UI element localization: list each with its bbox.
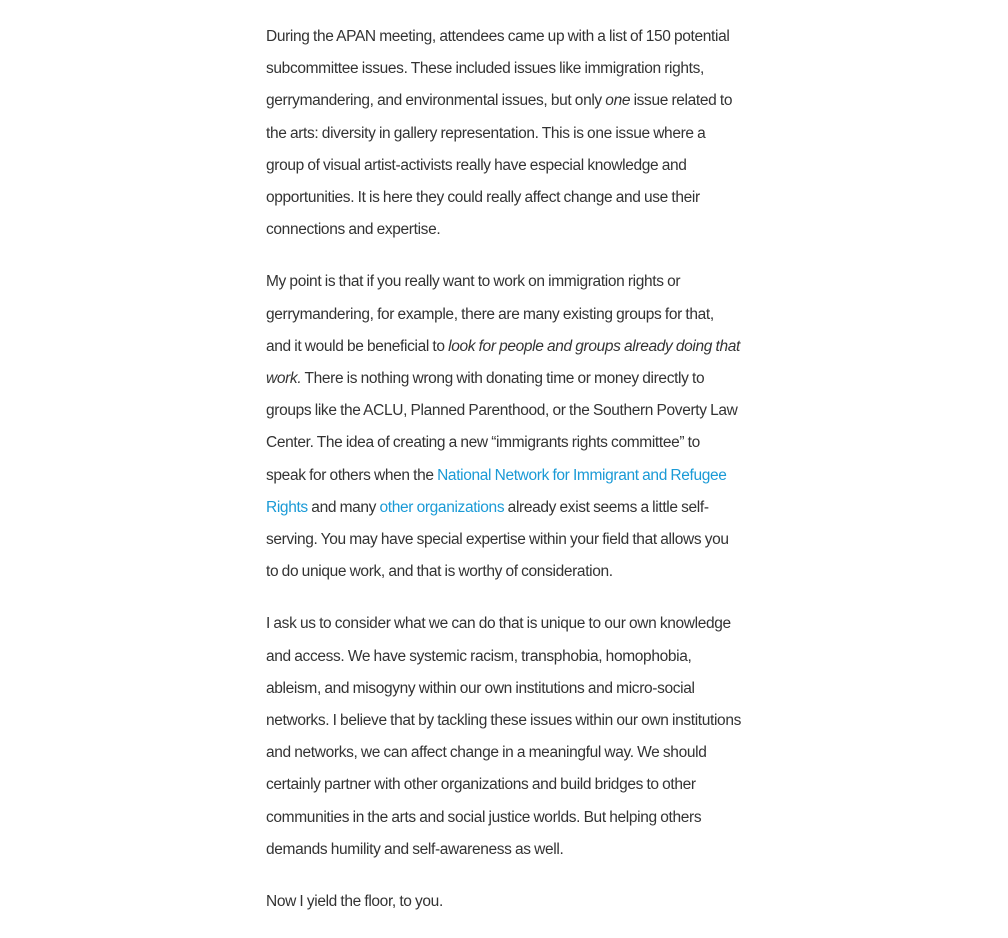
paragraph-text: issue related to the arts: diversity in gallery representation. This is one issue where a group of visual artist-activists really have especial knowledge and opportunities. It is here they could really affect change and use their connections and expertise.: [266, 92, 733, 239]
paragraph-text: and many: [307, 498, 380, 516]
paragraph-text: Now I yield the floor, to you.: [266, 893, 443, 911]
paragraph-text: My point is that if you really want to work on immigration rights or gerrymandering, for example, there are many existing groups for that, and it would be beneficial to: [266, 273, 714, 355]
emphasis-text: look for people and groups already doing that work.: [266, 337, 740, 388]
paragraph-text: There is nothing wrong with donating time or money directly to groups like the ACLU, Planned Parenthood, or the Southern Poverty Law Center. The idea of creating a new “immigrants rights committee” to speak for others when the: [266, 370, 738, 484]
paragraph-text: I ask us to consider what we can do that is unique to our own knowledge and access. We have systemic racism, transphobia, homophobia, ableism, and misogyny within our own institutions and micro-social networks. I believe that by tackling these issues within our own institutions and networks, we can affect change in a meaningful way. We should certainly partner with other organizations and build bridges to other communities in the arts and social justice worlds. But helping others demands humility and self-awareness as well.: [266, 615, 742, 858]
paragraph-text: already exist seems a little self-serving. You may have special expertise within your field that allows you to do unique work, and that is worthy of consideration.: [266, 498, 729, 581]
link-national-network[interactable]: National Network for Immigrant and Refugee Rights: [266, 466, 727, 516]
article-body: [266, 21, 742, 938]
paragraph-closing: [266, 886, 742, 918]
paragraph-text: During the APAN meeting, attendees came up with a list of 150 potential subcommittee issues. These included issues like immigration rights, gerrymandering, and environmental issues, but only: [266, 28, 730, 110]
emphasis-text: one: [605, 92, 631, 110]
paragraph-apan-meeting: [266, 21, 742, 246]
paragraph-consider-unique: [266, 608, 742, 866]
link-other-organizations[interactable]: other organizations: [379, 498, 505, 516]
paragraph-existing-groups: [266, 266, 742, 588]
